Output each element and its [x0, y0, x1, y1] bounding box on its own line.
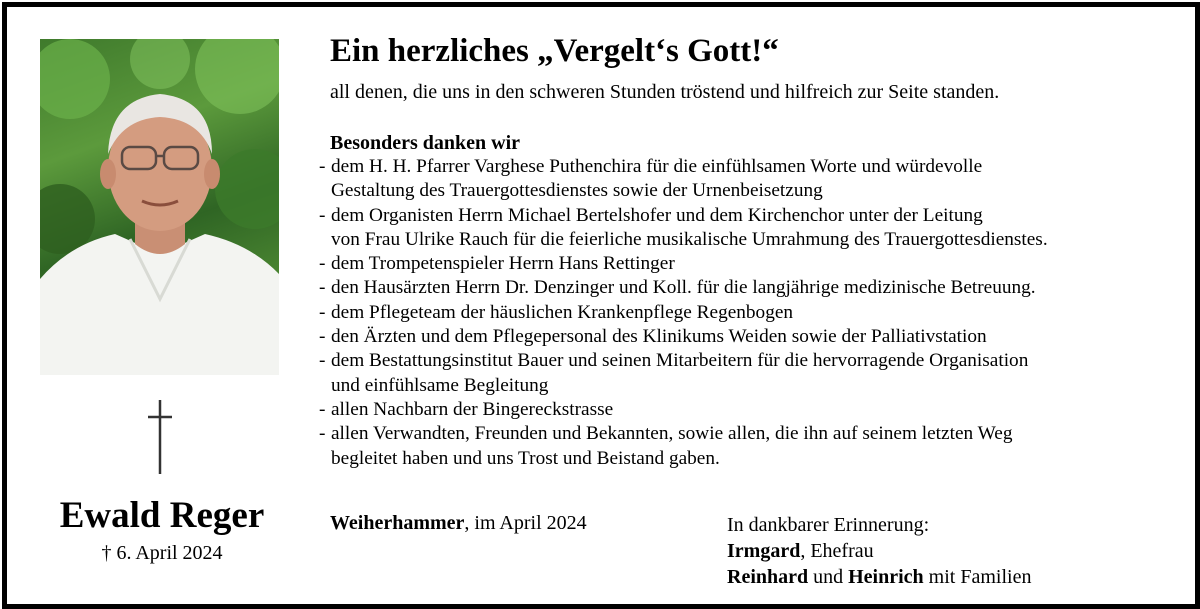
cross-icon — [147, 400, 173, 474]
conjunction: und — [808, 566, 849, 588]
thanks-item: - dem H. H. Pfarrer Varghese Puthenchira für die einfühlsamen Worte und würdevolle — [319, 155, 1189, 179]
death-date: † 6. April 2024 — [101, 542, 223, 564]
deceased-name: Ewald Reger — [59, 495, 265, 536]
thanks-item: - allen Nachbarn der Bingereckstrasse — [319, 398, 1189, 422]
date-text: , im April 2024 — [464, 512, 587, 534]
wife-name: Irmgard — [727, 540, 801, 562]
signature-intro: In dankbarer Erinnerung: — [727, 514, 930, 536]
intro-text: all denen, die uns in den schweren Stunden tröstend und hilfreich zur Seite standen. — [330, 81, 1000, 103]
place-name: Weiherhammer — [330, 512, 465, 534]
son-name: Reinhard — [727, 566, 809, 588]
thanks-heading: Besonders danken wir — [330, 132, 521, 154]
thanks-item: - dem Organisten Herrn Michael Bertelshofer und dem Kirchenchor unter der Leitung — [319, 204, 1189, 228]
thanks-item: und einfühlsame Begleitung — [331, 374, 549, 396]
thanks-item: - den Ärzten und dem Pflegepersonal des Klinikums Weiden sowie der Palliativstation — [319, 325, 1189, 349]
thanks-item: - den Hausärzten Herrn Dr. Denzinger und Koll. für die langjährige medizinische Betreuung. — [319, 276, 1189, 300]
thanks-item: - dem Bestattungsinstitut Bauer und seinen Mitarbeitern für die hervorragende Organisation — [319, 349, 1189, 373]
thanks-item: - dem Pflegeteam der häuslichen Krankenpflege Regenbogen — [319, 301, 1189, 325]
signature-block — [727, 512, 1031, 590]
son-name: Heinrich — [848, 566, 924, 588]
thanks-item: Gestaltung des Trauergottesdienstes sowie der Urnenbeisetzung — [331, 180, 823, 202]
thanks-item: - allen Verwandten, Freunden und Bekannten, sowie allen, die ihn auf seinem letzten Weg — [319, 422, 1189, 446]
thanks-list — [319, 155, 1189, 471]
thanks-item: begleitet haben und uns Trost und Beistand gaben. — [331, 447, 720, 469]
page-title: Ein herzliches „Vergelt‘s Gott!“ — [330, 33, 779, 69]
portrait-illustration — [40, 39, 279, 375]
thanks-item: - dem Trompetenspieler Herrn Hans Rettinger — [319, 252, 1189, 276]
family-suffix: mit Familien — [923, 566, 1032, 588]
signature-sons — [727, 564, 1031, 590]
place-date — [330, 512, 587, 535]
wife-role: , Ehefrau — [800, 540, 874, 562]
obituary-card — [2, 2, 1200, 609]
signature-wife — [727, 538, 1031, 564]
portrait-photo — [40, 39, 279, 375]
thanks-item: von Frau Ulrike Rauch für die feierliche musikalische Umrahmung des Trauergottesdienstes. — [331, 228, 1048, 250]
